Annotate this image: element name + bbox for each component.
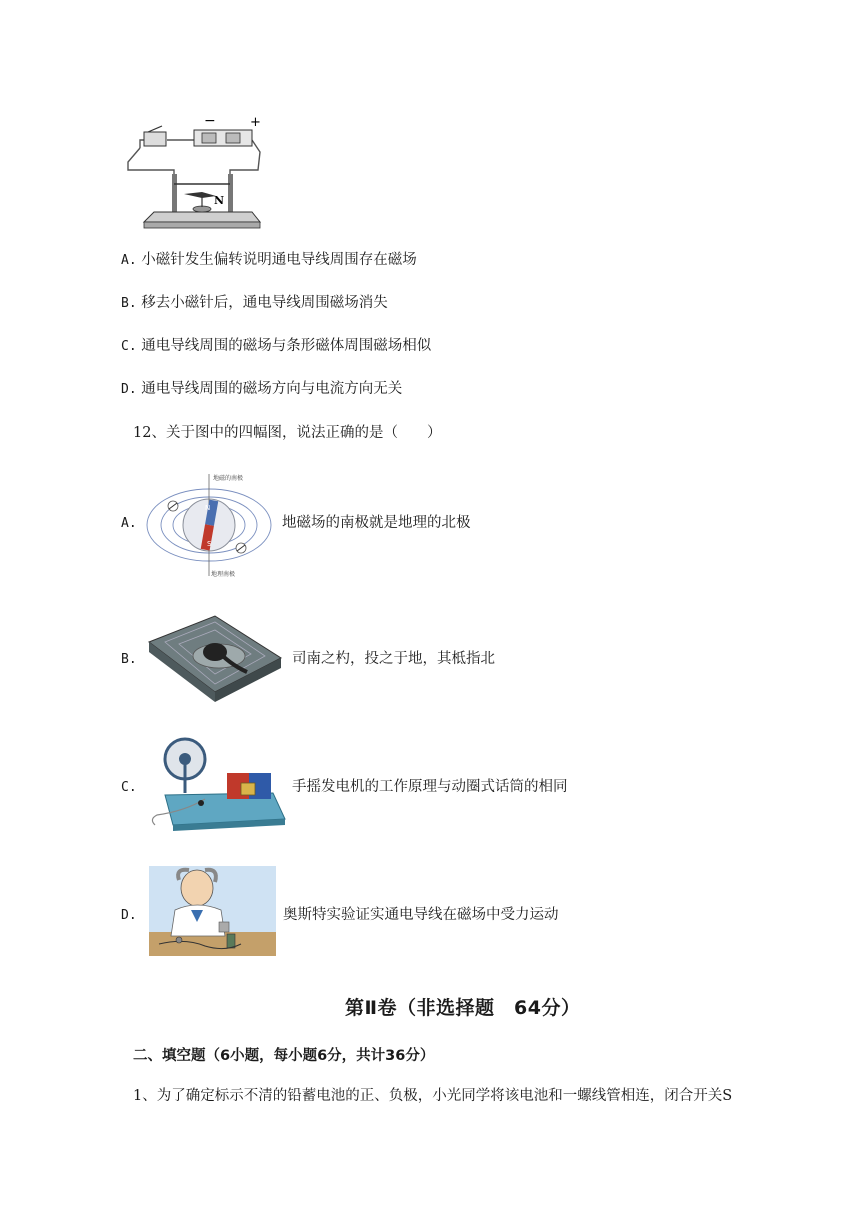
option-text: 通电导线周围的磁场方向与电流方向无关 bbox=[141, 381, 403, 397]
q11-option-a bbox=[121, 250, 417, 271]
minus-terminal-label: − bbox=[204, 113, 216, 129]
option-text: 移去小磁针后，通电导线周围磁场消失 bbox=[141, 295, 388, 311]
option-letter: D. bbox=[121, 382, 137, 397]
option-text: 通电导线周围的磁场与条形磁体周围磁场相似 bbox=[141, 338, 432, 354]
oersted-circuit-figure bbox=[122, 112, 272, 232]
q11-option-c bbox=[121, 336, 431, 357]
option-letter: D. bbox=[121, 908, 137, 923]
part2-question-1: 1、为了确定标示不清的铅蓄电池的正、负极，小光同学将该电池和一螺线管相连，闭合开关S bbox=[133, 1088, 733, 1104]
option-letter: B. bbox=[121, 652, 137, 667]
bar-magnet-s-label: S bbox=[207, 540, 212, 548]
option-text: 小磁针发生偏转说明通电导线周围存在磁场 bbox=[141, 252, 417, 268]
q12-option-a-letter bbox=[121, 513, 137, 534]
q12-stem: 12、关于图中的四幅图，说法正确的是（ ） bbox=[133, 425, 442, 441]
part2-title: 第Ⅱ卷（非选择题 64分） bbox=[345, 997, 581, 1019]
q11-option-b bbox=[121, 293, 388, 314]
fill-blank-section-heading: 二、填空题（6小题，每小题6分，共计36分） bbox=[133, 1048, 435, 1064]
q11-option-d bbox=[121, 379, 402, 400]
q12-option-d-letter bbox=[121, 905, 137, 926]
option-letter: C. bbox=[121, 780, 137, 795]
q12-option-c-text: 手摇发电机的工作原理与动圈式话筒的相同 bbox=[292, 779, 568, 795]
bar-magnet-n-label: N bbox=[205, 504, 211, 512]
earth-magnetic-field-figure bbox=[145, 470, 273, 580]
option-letter: B. bbox=[121, 296, 137, 311]
geomagnetic-south-label: 地磁的南极 bbox=[213, 475, 244, 482]
plus-terminal-label: + bbox=[250, 115, 261, 130]
option-letter: C. bbox=[121, 339, 137, 354]
hand-crank-generator-figure bbox=[145, 733, 290, 833]
q12-option-c-letter bbox=[121, 777, 137, 798]
q12-option-a-text: 地磁场的南极就是地理的北极 bbox=[282, 515, 471, 531]
option-letter: A. bbox=[121, 253, 137, 268]
north-pole-label: N bbox=[214, 194, 225, 207]
geographic-south-label: 地理南极 bbox=[211, 571, 236, 578]
q12-option-b-letter bbox=[121, 649, 137, 670]
oersted-scientist-figure bbox=[145, 860, 280, 964]
option-letter: A. bbox=[121, 516, 137, 531]
q12-option-d-text: 奥斯特实验证实通电导线在磁场中受力运动 bbox=[283, 907, 559, 923]
q12-option-b-text: 司南之杓，投之于地，其柢指北 bbox=[292, 651, 495, 667]
sinan-compass-figure bbox=[145, 612, 285, 710]
